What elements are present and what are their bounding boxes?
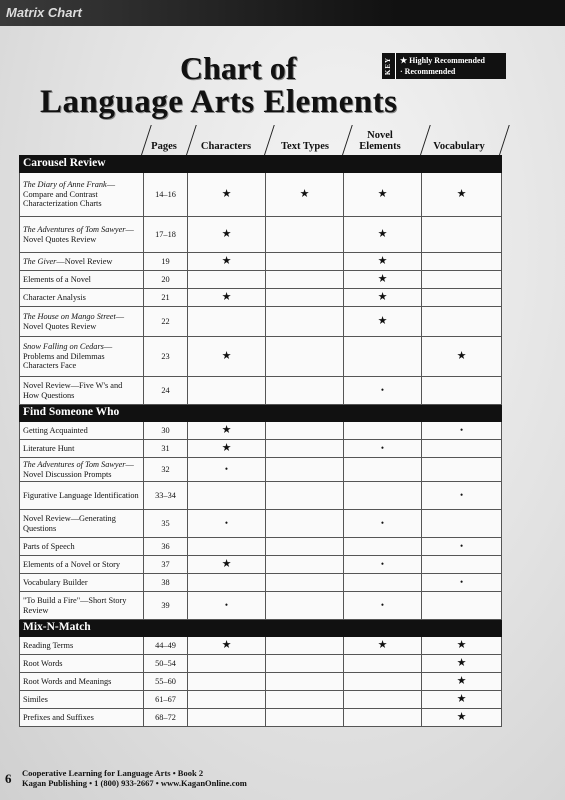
vocabulary-cell <box>422 574 502 592</box>
col-header-pages: Pages <box>151 141 177 152</box>
book-title: The Giver <box>23 256 57 266</box>
novel-elements-cell <box>344 691 422 709</box>
characters-cell <box>188 709 266 727</box>
highly-recommended-star: ★ <box>456 656 467 669</box>
novel-elements-cell <box>344 377 422 405</box>
activity-title <box>20 307 144 337</box>
header-bar <box>0 0 565 26</box>
activity-title <box>20 592 144 620</box>
activity-title <box>20 637 144 655</box>
text-types-cell <box>266 482 344 510</box>
activity-description: Prefixes and Suffixes <box>23 712 94 722</box>
recommended-dot: • <box>224 463 229 474</box>
highly-recommended-star: ★ <box>299 187 310 200</box>
characters-cell <box>188 655 266 673</box>
table-row <box>20 655 502 673</box>
footer-line-2: Kagan Publishing • 1 (800) 933-2667 • www.KaganOnline.com <box>22 778 247 788</box>
activity-description: Root Words and Meanings <box>23 676 112 686</box>
recommended-dot: • <box>459 540 464 551</box>
activity-description: "To Build a Fire"—Short Story Review <box>23 595 127 615</box>
table-row <box>20 217 502 253</box>
activity-title <box>20 691 144 709</box>
table-row <box>20 271 502 289</box>
activity-description: —Problems and Dilemmas Characters Face <box>23 342 113 371</box>
characters-cell <box>188 289 266 307</box>
novel-elements-cell <box>344 574 422 592</box>
novel-elements-cell <box>344 422 422 440</box>
highly-recommended-star: ★ <box>456 674 467 687</box>
highly-recommended-star: ★ <box>221 441 232 454</box>
activity-title <box>20 538 144 556</box>
activity-description: Similes <box>23 694 48 704</box>
footer-line-1: Cooperative Learning for Language Arts • Book 2 <box>22 768 204 778</box>
pages-cell: 21 <box>144 289 188 307</box>
page-number: 6 <box>5 771 12 786</box>
col-header-text-types: Text Types <box>281 141 329 152</box>
novel-elements-cell <box>344 482 422 510</box>
activity-description: Character Analysis <box>23 292 86 302</box>
activity-description: Parts of Speech <box>23 541 75 551</box>
vocabulary-cell <box>422 637 502 655</box>
activity-title <box>20 709 144 727</box>
activity-description: —Novel Quotes Review <box>23 224 134 244</box>
book-title: The Adventures of Tom Sawyer <box>23 224 126 234</box>
table-row <box>20 307 502 337</box>
vocabulary-cell <box>422 691 502 709</box>
activity-description: Reading Terms <box>23 640 74 650</box>
pages-cell: 14–16 <box>144 173 188 217</box>
vocabulary-cell <box>422 271 502 289</box>
text-types-cell <box>266 637 344 655</box>
book-title: The Diary of Anne Frank <box>23 180 107 190</box>
novel-elements-cell <box>344 637 422 655</box>
vocabulary-cell <box>422 592 502 620</box>
section-title: Find Someone Who <box>20 405 502 422</box>
highly-recommended-star: ★ <box>456 187 467 200</box>
activity-description: Vocabulary Builder <box>23 577 88 587</box>
text-types-cell <box>266 510 344 538</box>
text-types-cell <box>266 173 344 217</box>
vocabulary-cell <box>422 655 502 673</box>
vocabulary-cell <box>422 673 502 691</box>
key-recommended: · Recommended <box>400 67 456 76</box>
table-row <box>20 422 502 440</box>
pages-cell: 22 <box>144 307 188 337</box>
activity-description: Getting Acquainted <box>23 425 88 435</box>
pages-cell: 23 <box>144 337 188 377</box>
activity-description: Elements of a Novel <box>23 274 91 284</box>
recommended-dot: • <box>224 517 229 528</box>
characters-cell <box>188 691 266 709</box>
recommended-dot: • <box>380 558 385 569</box>
characters-cell <box>188 217 266 253</box>
characters-cell <box>188 337 266 377</box>
activity-description: Root Words <box>23 658 63 668</box>
novel-elements-cell <box>344 592 422 620</box>
characters-cell <box>188 307 266 337</box>
novel-elements-cell <box>344 510 422 538</box>
text-types-cell <box>266 574 344 592</box>
pages-cell: 35 <box>144 510 188 538</box>
activity-title <box>20 440 144 458</box>
vocabulary-cell <box>422 510 502 538</box>
characters-cell <box>188 440 266 458</box>
recommended-dot: • <box>380 442 385 453</box>
text-types-cell <box>266 271 344 289</box>
characters-cell <box>188 538 266 556</box>
vocabulary-cell <box>422 337 502 377</box>
activity-description: Figurative Language Identification <box>23 490 139 500</box>
table-row <box>20 637 502 655</box>
vocabulary-cell <box>422 422 502 440</box>
activity-title <box>20 574 144 592</box>
novel-elements-cell <box>344 538 422 556</box>
col-header-novel-elements: Novel Elements <box>359 130 401 152</box>
highly-recommended-star: ★ <box>221 349 232 362</box>
characters-cell <box>188 482 266 510</box>
recommended-dot: • <box>380 384 385 395</box>
table-row <box>20 574 502 592</box>
recommended-dot: • <box>459 489 464 500</box>
table-row <box>20 458 502 482</box>
table-row <box>20 673 502 691</box>
activity-title <box>20 556 144 574</box>
text-types-cell <box>266 655 344 673</box>
highly-recommended-star: ★ <box>221 227 232 240</box>
text-types-cell <box>266 377 344 405</box>
novel-elements-cell <box>344 307 422 337</box>
table-row <box>20 337 502 377</box>
pages-cell: 19 <box>144 253 188 271</box>
table-row <box>20 709 502 727</box>
book-title: The Adventures of Tom Sawyer <box>23 459 126 469</box>
activity-title <box>20 289 144 307</box>
pages-cell: 55–60 <box>144 673 188 691</box>
highly-recommended-star: ★ <box>221 254 232 267</box>
section-header <box>20 156 502 173</box>
characters-cell <box>188 574 266 592</box>
activity-description: —Novel Discussion Prompts <box>23 459 134 479</box>
activity-description: Novel Review—Generating Questions <box>23 513 116 533</box>
highly-recommended-star: ★ <box>377 272 388 285</box>
vocabulary-cell <box>422 377 502 405</box>
text-types-cell <box>266 709 344 727</box>
novel-elements-cell <box>344 217 422 253</box>
table-row <box>20 556 502 574</box>
activity-description: Novel Review—Five W's and How Questions <box>23 380 123 400</box>
section-header <box>20 405 502 422</box>
text-types-cell <box>266 289 344 307</box>
pages-cell: 44–49 <box>144 637 188 655</box>
activity-title <box>20 673 144 691</box>
highly-recommended-star: ★ <box>221 187 232 200</box>
novel-elements-cell <box>344 253 422 271</box>
key-legend <box>382 53 506 79</box>
novel-elements-cell <box>344 440 422 458</box>
activity-title <box>20 422 144 440</box>
highly-recommended-star: ★ <box>377 227 388 240</box>
text-types-cell <box>266 253 344 271</box>
pages-cell: 32 <box>144 458 188 482</box>
activity-title <box>20 655 144 673</box>
characters-cell <box>188 592 266 620</box>
characters-cell <box>188 253 266 271</box>
pages-cell: 20 <box>144 271 188 289</box>
text-types-cell <box>266 538 344 556</box>
recommended-dot: • <box>380 517 385 528</box>
table-row <box>20 510 502 538</box>
activity-title <box>20 377 144 405</box>
elements-matrix-table <box>19 155 502 727</box>
vocabulary-cell <box>422 289 502 307</box>
table-row <box>20 482 502 510</box>
activity-title <box>20 482 144 510</box>
characters-cell <box>188 458 266 482</box>
characters-cell <box>188 173 266 217</box>
vocabulary-cell <box>422 458 502 482</box>
vocabulary-cell <box>422 217 502 253</box>
novel-elements-cell <box>344 289 422 307</box>
table-row <box>20 377 502 405</box>
novel-elements-cell <box>344 655 422 673</box>
highly-recommended-star: ★ <box>456 638 467 651</box>
text-types-cell <box>266 691 344 709</box>
key-label: KEY <box>384 56 393 76</box>
column-headers <box>0 125 565 155</box>
characters-cell <box>188 556 266 574</box>
activity-title <box>20 337 144 377</box>
col-header-characters: Characters <box>200 141 252 152</box>
vocabulary-cell <box>422 440 502 458</box>
pages-cell: 38 <box>144 574 188 592</box>
pages-cell: 31 <box>144 440 188 458</box>
highly-recommended-star: ★ <box>456 710 467 723</box>
book-title: Snow Falling on Cedars <box>23 342 104 352</box>
highly-recommended-star: ★ <box>221 638 232 651</box>
recommended-dot: • <box>459 576 464 587</box>
text-types-cell <box>266 337 344 377</box>
vocabulary-cell <box>422 538 502 556</box>
vocabulary-cell <box>422 482 502 510</box>
highly-recommended-star: ★ <box>377 187 388 200</box>
footer <box>22 768 247 788</box>
activity-title <box>20 173 144 217</box>
highly-recommended-star: ★ <box>377 314 388 327</box>
pages-cell: 50–54 <box>144 655 188 673</box>
text-types-cell <box>266 458 344 482</box>
text-types-cell <box>266 217 344 253</box>
novel-elements-cell <box>344 673 422 691</box>
text-types-cell <box>266 440 344 458</box>
table-row <box>20 691 502 709</box>
highly-recommended-star: ★ <box>456 349 467 362</box>
activity-description: Literature Hunt <box>23 443 75 453</box>
text-types-cell <box>266 592 344 620</box>
table-row <box>20 440 502 458</box>
key-highly-recommended: ★ Highly Recommended <box>400 56 485 65</box>
characters-cell <box>188 377 266 405</box>
characters-cell <box>188 271 266 289</box>
characters-cell <box>188 422 266 440</box>
characters-cell <box>188 510 266 538</box>
vocabulary-cell <box>422 307 502 337</box>
table-row <box>20 592 502 620</box>
text-types-cell <box>266 422 344 440</box>
text-types-cell <box>266 307 344 337</box>
recommended-dot: • <box>459 424 464 435</box>
recommended-dot: • <box>380 599 385 610</box>
activity-title <box>20 253 144 271</box>
pages-cell: 37 <box>144 556 188 574</box>
novel-elements-cell <box>344 709 422 727</box>
activity-title <box>20 271 144 289</box>
activity-description: —Compare and Contrast Characterization Charts <box>23 180 116 209</box>
novel-elements-cell <box>344 556 422 574</box>
novel-elements-cell <box>344 173 422 217</box>
pages-cell: 39 <box>144 592 188 620</box>
vocabulary-cell <box>422 556 502 574</box>
vocabulary-cell <box>422 709 502 727</box>
text-types-cell <box>266 556 344 574</box>
activity-title <box>20 510 144 538</box>
activity-description: —Novel Quotes Review <box>23 311 125 331</box>
characters-cell <box>188 637 266 655</box>
characters-cell <box>188 673 266 691</box>
section-label: Matrix Chart <box>6 5 82 20</box>
vocabulary-cell <box>422 253 502 271</box>
section-header <box>20 620 502 637</box>
table-row <box>20 289 502 307</box>
pages-cell: 68–72 <box>144 709 188 727</box>
novel-elements-cell <box>344 337 422 377</box>
pages-cell: 24 <box>144 377 188 405</box>
recommended-dot: • <box>224 599 229 610</box>
pages-cell: 33–34 <box>144 482 188 510</box>
activity-description: —Novel Review <box>56 256 113 266</box>
table-row <box>20 253 502 271</box>
activity-description: Elements of a Novel or Story <box>23 559 121 569</box>
highly-recommended-star: ★ <box>377 290 388 303</box>
page-title-line-2: Language Arts Elements <box>40 84 398 120</box>
novel-elements-cell <box>344 458 422 482</box>
highly-recommended-star: ★ <box>221 423 232 436</box>
activity-title <box>20 217 144 253</box>
table-row <box>20 173 502 217</box>
pages-cell: 17–18 <box>144 217 188 253</box>
book-title: The House on Mango Street <box>23 311 116 321</box>
pages-cell: 61–67 <box>144 691 188 709</box>
highly-recommended-star: ★ <box>377 254 388 267</box>
col-header-vocabulary: Vocabulary <box>433 141 485 152</box>
pages-cell: 36 <box>144 538 188 556</box>
table-row <box>20 538 502 556</box>
section-title: Carousel Review <box>20 156 502 173</box>
highly-recommended-star: ★ <box>377 638 388 651</box>
vocabulary-cell <box>422 173 502 217</box>
activity-title <box>20 458 144 482</box>
highly-recommended-star: ★ <box>221 290 232 303</box>
novel-elements-cell <box>344 271 422 289</box>
section-title: Mix-N-Match <box>20 620 502 637</box>
text-types-cell <box>266 673 344 691</box>
highly-recommended-star: ★ <box>221 557 232 570</box>
page-title-line-1: Chart of <box>180 50 297 86</box>
highly-recommended-star: ★ <box>456 692 467 705</box>
pages-cell: 30 <box>144 422 188 440</box>
